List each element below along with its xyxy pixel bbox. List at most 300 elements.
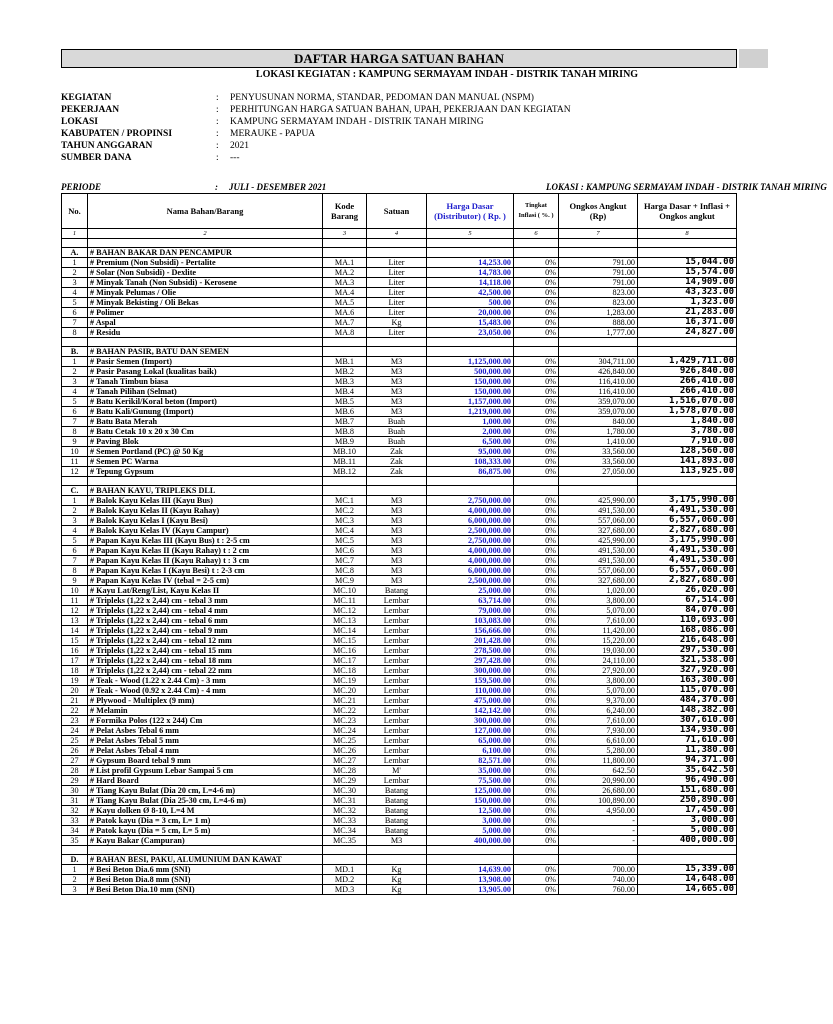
cell-unit: Lembar xyxy=(367,746,427,756)
table-row xyxy=(62,836,737,846)
cell-name: # Papan Kayu Kelas IV (tebal = 2-5 cm) xyxy=(88,576,323,586)
cell-no: 2 xyxy=(62,367,88,377)
meta-value: KAMPUNG SERMAYAM INDAH - DISTRIK TANAH MIRING xyxy=(230,117,484,127)
cell-name: # Besi Beton Dia.8 mm (SNI) xyxy=(88,875,323,885)
cell-base-price: 300,000.00 xyxy=(427,666,514,676)
cell-unit: M3 xyxy=(367,367,427,377)
cell-inflation: 0% xyxy=(514,766,559,776)
cell-total: 148,382.00 xyxy=(638,706,737,716)
cell-unit: Lembar xyxy=(367,756,427,766)
table-row xyxy=(62,656,737,666)
cell-unit: Lembar xyxy=(367,616,427,626)
cell-unit: Lembar xyxy=(367,696,427,706)
cell-name: # Papan Kayu Kelas I (Kayu Besi) t : 2-3 cm xyxy=(88,566,323,576)
cell-code: MC.7 xyxy=(323,556,367,566)
cell-code: MC.13 xyxy=(323,616,367,626)
cell-transport: 888.00 xyxy=(559,318,638,328)
cell-code: MB.5 xyxy=(323,397,367,407)
location-label: LOKASI : KAMPUNG SERMAYAM INDAH - DISTRIK TANAH MIRING xyxy=(546,182,827,192)
cell-total: 400,000.00 xyxy=(638,836,737,846)
cell-code: MC.34 xyxy=(323,826,367,836)
cell-transport: 3,800.00 xyxy=(559,596,638,606)
cell-total: 5,000.00 xyxy=(638,826,737,836)
cell-transport: 823.00 xyxy=(559,288,638,298)
table-row xyxy=(62,696,737,706)
cell-unit: Buah xyxy=(367,427,427,437)
cell-no: 2 xyxy=(62,268,88,278)
cell-transport: 27,050.00 xyxy=(559,467,638,477)
meta-key: KABUPATEN / PROPINSI xyxy=(61,129,173,139)
cell-total: 151,680.00 xyxy=(638,786,737,796)
cell-total: 1,578,070.00 xyxy=(638,407,737,417)
column-number: 1 xyxy=(62,229,88,239)
cell-unit: Liter xyxy=(367,328,427,338)
cell-transport: 327,680.00 xyxy=(559,576,638,586)
table-row xyxy=(62,706,737,716)
table-row xyxy=(62,885,737,895)
cell-name: # Papan Kayu Kelas II (Kayu Rahay) t : 3 cm xyxy=(88,556,323,566)
cell-inflation: 0% xyxy=(514,806,559,816)
table-row xyxy=(62,546,737,556)
cell-unit: M3 xyxy=(367,357,427,367)
cell-code: MC.19 xyxy=(323,676,367,686)
cell-inflation: 0% xyxy=(514,696,559,706)
cell-no: 7 xyxy=(62,556,88,566)
cell-code: MC.24 xyxy=(323,726,367,736)
cell-base-price: 142,142.00 xyxy=(427,706,514,716)
cell-base-price: 150,000.00 xyxy=(427,796,514,806)
cell-transport: - xyxy=(559,816,638,826)
cell-total: 168,086.00 xyxy=(638,626,737,636)
cell-name: # Tepung Gypsum xyxy=(88,467,323,477)
table-row xyxy=(62,377,737,387)
cell-base-price: 4,000,000.00 xyxy=(427,556,514,566)
table-row xyxy=(62,865,737,875)
cell-no: 22 xyxy=(62,706,88,716)
cell-code: MA.6 xyxy=(323,308,367,318)
section-row xyxy=(62,486,737,496)
cell-base-price: 159,500.00 xyxy=(427,676,514,686)
cell-total: 4,491,530.00 xyxy=(638,546,737,556)
cell-no: 32 xyxy=(62,806,88,816)
cell-total: 6,557,060.00 xyxy=(638,516,737,526)
cell-transport: 1,777.00 xyxy=(559,328,638,338)
cell-inflation: 0% xyxy=(514,427,559,437)
cell-transport: 1,283.00 xyxy=(559,308,638,318)
cell-transport: 760.00 xyxy=(559,885,638,895)
section-row xyxy=(62,855,737,865)
cell-code: MC.11 xyxy=(323,596,367,606)
cell-base-price: 12,500.00 xyxy=(427,806,514,816)
cell-inflation: 0% xyxy=(514,756,559,766)
cell-code: MB.9 xyxy=(323,437,367,447)
cell-inflation: 0% xyxy=(514,716,559,726)
cell-unit: M3 xyxy=(367,407,427,417)
cell-unit: Zak xyxy=(367,467,427,477)
cell-total: 307,610.00 xyxy=(638,716,737,726)
table-row xyxy=(62,367,737,377)
table-row xyxy=(62,776,737,786)
cell-unit: Lembar xyxy=(367,596,427,606)
cell-name: # Balok Kayu Kelas III (Kayu Bus) xyxy=(88,496,323,506)
cell-inflation: 0% xyxy=(514,417,559,427)
meta-colon: : xyxy=(216,105,219,115)
cell-no: 3 xyxy=(62,377,88,387)
column-number: 4 xyxy=(367,229,427,239)
cell-transport: 491,530.00 xyxy=(559,506,638,516)
cell-inflation: 0% xyxy=(514,278,559,288)
cell-inflation: 0% xyxy=(514,387,559,397)
cell-no: 13 xyxy=(62,616,88,626)
page-title: DAFTAR HARGA SATUAN BAHAN xyxy=(61,49,737,68)
cell-name: # Polimer xyxy=(88,308,323,318)
cell-transport: 5,280.00 xyxy=(559,746,638,756)
cell-code: MC.6 xyxy=(323,546,367,556)
meta-colon: : xyxy=(216,129,219,139)
cell-name: # Tiang Kayu Bulat (Dia 20 cm, L=4-6 m) xyxy=(88,786,323,796)
cell-base-price: 300,000.00 xyxy=(427,716,514,726)
table-row xyxy=(62,308,737,318)
cell-base-price: 500,000.00 xyxy=(427,367,514,377)
column-number: 2 xyxy=(88,229,323,239)
cell-code: MB.6 xyxy=(323,407,367,417)
cell-total: 6,557,060.00 xyxy=(638,566,737,576)
section-row xyxy=(62,248,737,258)
cell-unit: Kg xyxy=(367,885,427,895)
cell-no: 25 xyxy=(62,736,88,746)
meta-row xyxy=(61,92,571,104)
cell-base-price: 156,666.00 xyxy=(427,626,514,636)
cell-code: MC.8 xyxy=(323,566,367,576)
cell-transport: 27,920.00 xyxy=(559,666,638,676)
cell-inflation: 0% xyxy=(514,726,559,736)
cell-no: 8 xyxy=(62,427,88,437)
cell-name: # List profil Gypsum Lebar Sampai 5 cm xyxy=(88,766,323,776)
cell-transport: 7,610.00 xyxy=(559,616,638,626)
cell-transport: 304,711.00 xyxy=(559,357,638,367)
cell-base-price: 2,000.00 xyxy=(427,427,514,437)
cell-code: MA.5 xyxy=(323,298,367,308)
cell-unit: Liter xyxy=(367,268,427,278)
cell-no: 11 xyxy=(62,457,88,467)
meta-key: TAHUN ANGGARAN xyxy=(61,141,153,151)
cell-no: 26 xyxy=(62,746,88,756)
section-code: B. xyxy=(62,347,88,357)
cell-name: # Balok Kayu Kelas II (Kayu Rahay) xyxy=(88,506,323,516)
cell-code: MA.7 xyxy=(323,318,367,328)
cell-name: # Residu xyxy=(88,328,323,338)
cell-name: # Pelat Asbes Tebal 5 mm xyxy=(88,736,323,746)
cell-name: # Formika Polos (122 x 244) Cm xyxy=(88,716,323,726)
table-row xyxy=(62,716,737,726)
cell-inflation: 0% xyxy=(514,556,559,566)
cell-code: MC.18 xyxy=(323,666,367,676)
cell-total: 1,840.00 xyxy=(638,417,737,427)
cell-transport: 1,410.00 xyxy=(559,437,638,447)
cell-total: 71,610.00 xyxy=(638,736,737,746)
cell-total: 43,323.00 xyxy=(638,288,737,298)
cell-transport: 116,410.00 xyxy=(559,387,638,397)
cell-unit: Liter xyxy=(367,308,427,318)
cell-total: 15,574.00 xyxy=(638,268,737,278)
cell-name: # Semen Portland (PC) @ 50 Kg xyxy=(88,447,323,457)
table-row xyxy=(62,318,737,328)
table-row xyxy=(62,288,737,298)
cell-no: 9 xyxy=(62,576,88,586)
cell-base-price: 63,714.00 xyxy=(427,596,514,606)
cell-base-price: 150,000.00 xyxy=(427,377,514,387)
cell-inflation: 0% xyxy=(514,616,559,626)
cell-inflation: 0% xyxy=(514,666,559,676)
header-row xyxy=(62,194,737,229)
cell-total: 1,516,070.00 xyxy=(638,397,737,407)
cell-total: 141,893.00 xyxy=(638,457,737,467)
cell-base-price: 1,219,000.00 xyxy=(427,407,514,417)
cell-code: MC.2 xyxy=(323,506,367,516)
cell-base-price: 127,000.00 xyxy=(427,726,514,736)
cell-inflation: 0% xyxy=(514,626,559,636)
blank-row xyxy=(62,338,737,347)
cell-base-price: 5,000.00 xyxy=(427,826,514,836)
cell-base-price: 35,000.00 xyxy=(427,766,514,776)
cell-name: # Batu Kali/Gunung (Import) xyxy=(88,407,323,417)
cell-base-price: 1,125,000.00 xyxy=(427,357,514,367)
cell-total: 163,300.00 xyxy=(638,676,737,686)
table-row xyxy=(62,756,737,766)
cell-inflation: 0% xyxy=(514,826,559,836)
table-row xyxy=(62,666,737,676)
cell-name: # Papan Kayu Kelas III (Kayu Bus) t : 2-5 cm xyxy=(88,536,323,546)
cell-transport: 557,060.00 xyxy=(559,566,638,576)
cell-no: 6 xyxy=(62,308,88,318)
cell-code: MB.8 xyxy=(323,427,367,437)
cell-total: 35,642.50 xyxy=(638,766,737,776)
cell-code: MC.26 xyxy=(323,746,367,756)
cell-inflation: 0% xyxy=(514,546,559,556)
meta-colon: : xyxy=(216,153,219,163)
cell-code: MC.27 xyxy=(323,756,367,766)
cell-name: # Balok Kayu Kelas I (Kayu Besi) xyxy=(88,516,323,526)
cell-inflation: 0% xyxy=(514,268,559,278)
cell-base-price: 297,428.00 xyxy=(427,656,514,666)
cell-no: 20 xyxy=(62,686,88,696)
cell-total: 14,665.00 xyxy=(638,885,737,895)
cell-code: MA.4 xyxy=(323,288,367,298)
cell-inflation: 0% xyxy=(514,586,559,596)
cell-code: MC.35 xyxy=(323,836,367,846)
cell-inflation: 0% xyxy=(514,328,559,338)
cell-code: MC.21 xyxy=(323,696,367,706)
cell-unit: M3 xyxy=(367,536,427,546)
cell-no: 8 xyxy=(62,328,88,338)
table-row xyxy=(62,417,737,427)
cell-no: 6 xyxy=(62,407,88,417)
cell-base-price: 14,118.00 xyxy=(427,278,514,288)
cell-no: 5 xyxy=(62,298,88,308)
cell-name: # Tanah Pilihan (Selmat) xyxy=(88,387,323,397)
cell-transport: 100,890.00 xyxy=(559,796,638,806)
cell-total: 926,840.00 xyxy=(638,367,737,377)
cell-code: MD.2 xyxy=(323,875,367,885)
cell-unit: Kg xyxy=(367,865,427,875)
cell-code: MC.3 xyxy=(323,516,367,526)
cell-unit: Liter xyxy=(367,288,427,298)
cell-inflation: 0% xyxy=(514,606,559,616)
cell-unit: Buah xyxy=(367,417,427,427)
section-title: # BAHAN KAYU, TRIPLEKS DLL xyxy=(88,486,323,496)
cell-total: 15,339.00 xyxy=(638,865,737,875)
cell-name: # Kayu Lat/Reng/List, Kayu Kelas II xyxy=(88,586,323,596)
cell-code: MC.25 xyxy=(323,736,367,746)
header-code: Kode Barang xyxy=(323,194,367,229)
cell-transport: 33,560.00 xyxy=(559,447,638,457)
cell-transport: 11,800.00 xyxy=(559,756,638,766)
section-title: # BAHAN BAKAR DAN PENCAMPUR xyxy=(88,248,323,258)
cell-base-price: 95,000.00 xyxy=(427,447,514,457)
cell-name: # Kayu Bakar (Campuran) xyxy=(88,836,323,846)
cell-base-price: 20,000.00 xyxy=(427,308,514,318)
cell-transport: 33,560.00 xyxy=(559,457,638,467)
table-row xyxy=(62,268,737,278)
cell-unit: M3 xyxy=(367,526,427,536)
cell-total: 128,560.00 xyxy=(638,447,737,457)
table-row xyxy=(62,626,737,636)
column-number-row xyxy=(62,229,737,239)
cell-no: 28 xyxy=(62,766,88,776)
cell-name: # Semen PC Warna xyxy=(88,457,323,467)
cell-inflation: 0% xyxy=(514,646,559,656)
cell-transport: 1,020.00 xyxy=(559,586,638,596)
cell-name: # Pasir Pasang Lokal (kualitas baik) xyxy=(88,367,323,377)
cell-unit: M3 xyxy=(367,516,427,526)
meta-value: PERHITUNGAN HARGA SATUAN BAHAN, UPAH, PEKERJAAN DAN KEGIATAN xyxy=(230,105,571,115)
cell-inflation: 0% xyxy=(514,437,559,447)
cell-total: 2,827,680.00 xyxy=(638,576,737,586)
cell-name: # Tiang Kayu Bulat (Dia 25-30 cm, L=4-6 m) xyxy=(88,796,323,806)
cell-inflation: 0% xyxy=(514,885,559,895)
cell-inflation: 0% xyxy=(514,676,559,686)
table-row xyxy=(62,606,737,616)
page-subtitle: LOKASI KEGIATAN : KAMPUNG SERMAYAM INDAH - DISTRIK TANAH MIRING xyxy=(255,69,639,80)
cell-transport: 11,420.00 xyxy=(559,626,638,636)
cell-code: MC.5 xyxy=(323,536,367,546)
table-row xyxy=(62,766,737,776)
cell-inflation: 0% xyxy=(514,686,559,696)
cell-name: # Patok kayu (Dia = 5 cm, L= 5 m) xyxy=(88,826,323,836)
cell-code: MC.15 xyxy=(323,636,367,646)
cell-base-price: 14,639.00 xyxy=(427,865,514,875)
cell-total: 110,693.00 xyxy=(638,616,737,626)
cell-base-price: 110,000.00 xyxy=(427,686,514,696)
table-row xyxy=(62,796,737,806)
cell-inflation: 0% xyxy=(514,318,559,328)
section-title: # BAHAN PASIR, BATU DAN SEMEN xyxy=(88,347,323,357)
cell-code: MC.1 xyxy=(323,496,367,506)
cell-base-price: 475,000.00 xyxy=(427,696,514,706)
cell-code: MC.10 xyxy=(323,586,367,596)
cell-total: 3,175,990.00 xyxy=(638,496,737,506)
cell-name: # Premium (Non Subsidi) - Pertalite xyxy=(88,258,323,268)
column-number: 7 xyxy=(559,229,638,239)
cell-no: 16 xyxy=(62,646,88,656)
cell-code: MC.14 xyxy=(323,626,367,636)
column-number: 5 xyxy=(427,229,514,239)
cell-transport: 642.50 xyxy=(559,766,638,776)
meta-key: KEGIATAN xyxy=(61,93,112,103)
cell-no: 3 xyxy=(62,885,88,895)
cell-name: # Papan Kayu Kelas II (Kayu Rahay) t : 2 cm xyxy=(88,546,323,556)
table-row xyxy=(62,806,737,816)
cell-total: 216,648.00 xyxy=(638,636,737,646)
cell-unit: Batang xyxy=(367,796,427,806)
cell-total: 266,410.00 xyxy=(638,377,737,387)
cell-name: # Minyak Pelumas / Olie xyxy=(88,288,323,298)
cell-total: 94,371.00 xyxy=(638,756,737,766)
cell-no: 4 xyxy=(62,387,88,397)
cell-unit: Lembar xyxy=(367,666,427,676)
table-row xyxy=(62,875,737,885)
cell-name: # Melamin xyxy=(88,706,323,716)
cell-no: 21 xyxy=(62,696,88,706)
header-name: Nama Bahan/Barang xyxy=(88,194,323,229)
cell-inflation: 0% xyxy=(514,706,559,716)
table-row xyxy=(62,636,737,646)
table-row xyxy=(62,437,737,447)
meta-value: --- xyxy=(230,153,240,163)
cell-inflation: 0% xyxy=(514,786,559,796)
cell-base-price: 6,000,000.00 xyxy=(427,516,514,526)
cell-transport: 6,240.00 xyxy=(559,706,638,716)
meta-value: 2021 xyxy=(230,141,249,151)
cell-name: # Teak - Wood (1.22 x 2.44 Cm) - 3 mm xyxy=(88,676,323,686)
cell-no: 19 xyxy=(62,676,88,686)
table-row xyxy=(62,686,737,696)
cell-inflation: 0% xyxy=(514,656,559,666)
header-unit: Satuan xyxy=(367,194,427,229)
meta-key: PEKERJAAN xyxy=(61,105,120,115)
meta-colon: : xyxy=(216,141,219,151)
cell-unit: M3 xyxy=(367,546,427,556)
cell-total: 26,020.00 xyxy=(638,586,737,596)
cell-name: # Tripleks (1,22 x 2,44) cm - tebal 18 mm xyxy=(88,656,323,666)
cell-name: # Aspal xyxy=(88,318,323,328)
cell-transport: - xyxy=(559,836,638,846)
cell-transport: 20,990.00 xyxy=(559,776,638,786)
cell-unit: Lembar xyxy=(367,606,427,616)
cell-total: 84,070.00 xyxy=(638,606,737,616)
cell-no: 18 xyxy=(62,666,88,676)
cell-total: 16,371.00 xyxy=(638,318,737,328)
cell-inflation: 0% xyxy=(514,516,559,526)
cell-transport: 3,800.00 xyxy=(559,676,638,686)
cell-base-price: 6,100.00 xyxy=(427,746,514,756)
meta-row xyxy=(61,128,571,140)
cell-inflation: 0% xyxy=(514,526,559,536)
cell-total: 15,044.00 xyxy=(638,258,737,268)
cell-base-price: 500.00 xyxy=(427,298,514,308)
cell-base-price: 2,750,000.00 xyxy=(427,536,514,546)
cell-name: # Tripleks (1,22 x 2,44) cm - tebal 3 mm xyxy=(88,596,323,606)
meta-row xyxy=(61,104,571,116)
cell-base-price: 2,500,000.00 xyxy=(427,526,514,536)
table-row xyxy=(62,407,737,417)
cell-code: MB.10 xyxy=(323,447,367,457)
cell-name: # Besi Beton Dia.6 mm (SNI) xyxy=(88,865,323,875)
blank-row xyxy=(62,239,737,248)
cell-base-price: 103,083.00 xyxy=(427,616,514,626)
period-label: PERIODE xyxy=(61,182,102,192)
cell-inflation: 0% xyxy=(514,258,559,268)
